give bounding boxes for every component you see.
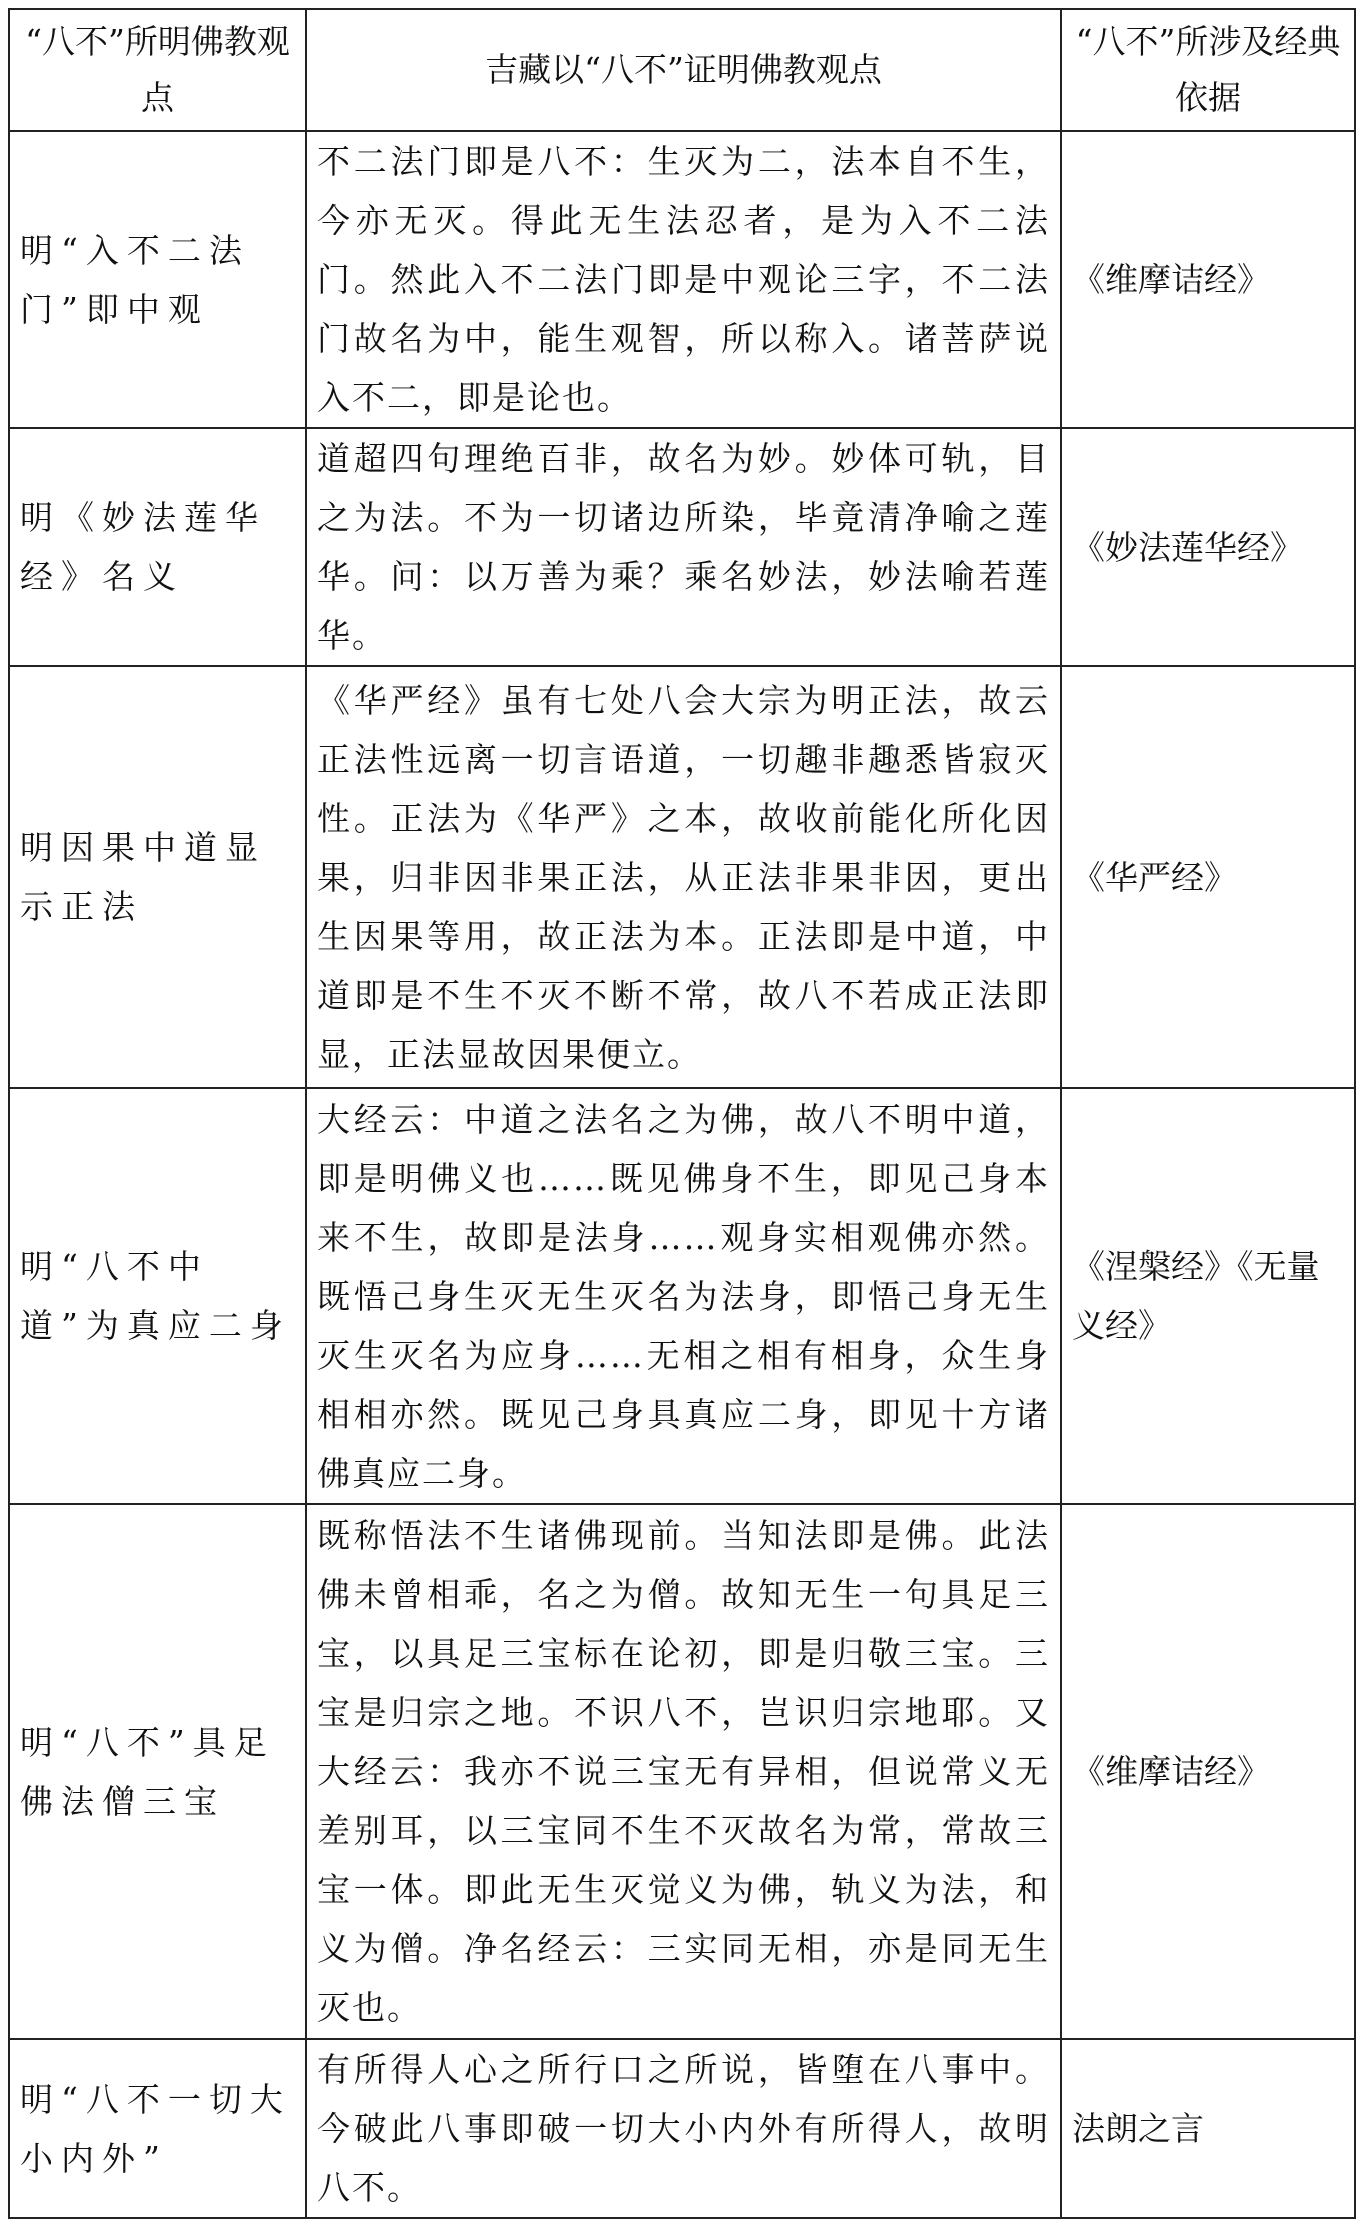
row-quote: 《华严经》虽有七处八会大宗为明正法，故云正法性远离一切言语道，一切趣非趣悉皆寂灭性。正法为《华严》之本，故收前能化所化因果，归非因非果正法，从正法非果非因，更出生因果等用，故正法为本。正法即是中道，中道即是不生不灭不断不常，故八不若成正法即显，正法显故因果便立。	[306, 666, 1061, 1088]
table-row	[9, 666, 1355, 1088]
row-quote: 既称悟法不生诸佛现前。当知法即是佛。此法佛未曾相乖，名之为僧。故知无生一句具足三宝，以具足三宝标在论初，即是归敬三宝。三宝是归宗之地。不识八不，岂识归宗地耶。又大经云：我亦不说三宝无有异相，但说常义无差别耳，以三宝同不生不灭故名为常，常故三宝一体。即此无生灭觉义为佛，轨义为法，和义为僧。净名经云：三实同无相，亦是同无生灭也。	[306, 1504, 1061, 2039]
comparison-table	[8, 8, 1356, 2219]
row-source: 《涅槃经》《无量义经》	[1061, 1088, 1355, 1504]
row-source: 《华严经》	[1061, 666, 1355, 1088]
table-row	[9, 131, 1355, 428]
row-quote: 大经云：中道之法名之为佛，故八不明中道，即是明佛义也……既见佛身不生，即见己身本来不生，故即是法身……观身实相观佛亦然。既悟己身生灭无生灭名为法身，即悟己身无生灭生灭名为应身……无相之相有相身，众生身相相亦然。既见己身具真应二身，即见十方诸佛真应二身。	[306, 1088, 1061, 1504]
header-viewpoint: “八不”所明佛教观点	[9, 9, 306, 131]
row-viewpoint: 明“八不一切大小内外”	[9, 2039, 306, 2218]
table-row	[9, 1088, 1355, 1504]
row-viewpoint: 明《妙法莲华经》名义	[9, 428, 306, 666]
row-viewpoint: 明“八不中道”为真应二身	[9, 1088, 306, 1504]
row-source: 法朗之言	[1061, 2039, 1355, 2218]
row-quote: 不二法门即是八不：生灭为二，法本自不生，今亦无灭。得此无生法忍者，是为入不二法门。然此入不二法门即是中观论三字，不二法门故名为中，能生观智，所以称入。诸菩萨说入不二，即是论也。	[306, 131, 1061, 428]
row-source: 《妙法莲华经》	[1061, 428, 1355, 666]
row-viewpoint: 明“八不”具足佛法僧三宝	[9, 1504, 306, 2039]
table-row	[9, 1504, 1355, 2039]
row-source: 《维摩诘经》	[1061, 1504, 1355, 2039]
header-row	[9, 9, 1355, 131]
row-source: 《维摩诘经》	[1061, 131, 1355, 428]
table-row	[9, 2039, 1355, 2218]
table-row	[9, 428, 1355, 666]
row-viewpoint: 明因果中道显示正法	[9, 666, 306, 1088]
header-source: “八不”所涉及经典依据	[1061, 9, 1355, 131]
row-viewpoint: 明“入不二法门”即中观	[9, 131, 306, 428]
header-quote: 吉藏以“八不”证明佛教观点	[306, 9, 1061, 131]
row-quote: 有所得人心之所行口之所说，皆堕在八事中。今破此八事即破一切大小内外有所得人，故明八不。	[306, 2039, 1061, 2218]
row-quote: 道超四句理绝百非，故名为妙。妙体可轨，目之为法。不为一切诸边所染，毕竟清净喻之莲华。问：以万善为乘？乘名妙法，妙法喻若莲华。	[306, 428, 1061, 666]
